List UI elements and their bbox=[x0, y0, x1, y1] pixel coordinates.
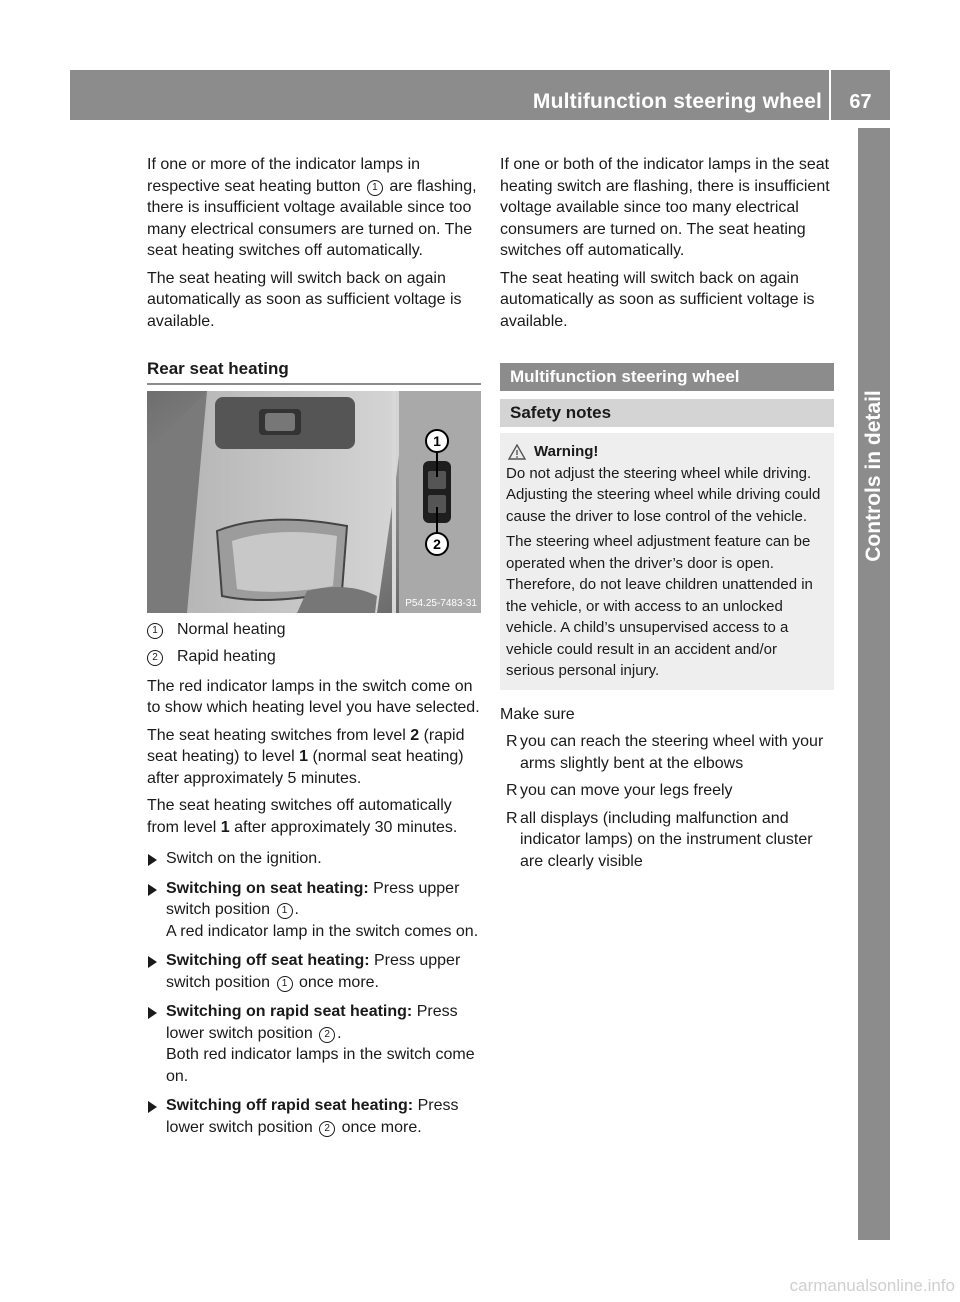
warning-box bbox=[500, 433, 834, 690]
paragraph: If one or both of the indicator lamps in the seat heating switch are flashing, there is insufficient voltage available since too many electrical consumers are turned on. The seat heating switches off automatically. bbox=[500, 156, 830, 259]
figure-code: P54.25-7483-31 bbox=[405, 597, 477, 609]
instruction-step: Switch on the ignition. bbox=[147, 848, 481, 870]
paragraph: The red indicator lamps in the switch come on to show which heating level you have selected. bbox=[147, 677, 480, 716]
left-column bbox=[147, 154, 481, 1146]
paragraph: The seat heating switches from level 2 (rapid seat heating) to level 1 (normal seat heating) after approximately 5 minutes. bbox=[147, 726, 465, 787]
side-tab bbox=[858, 128, 890, 1240]
warning-title: Warning! bbox=[506, 441, 828, 463]
paragraph: Make sure bbox=[500, 705, 575, 723]
instruction-step: Switching off seat heating: Press upper switch position 1 once more. bbox=[147, 950, 481, 993]
list-item: R all displays (including malfunction and indicator lamps) on the instrument cluster are clearly visible bbox=[506, 809, 813, 870]
page-number: 67 bbox=[849, 91, 872, 113]
warning-triangle-icon bbox=[508, 444, 526, 460]
rear-seat-heating-switch-photo bbox=[147, 391, 481, 613]
watermark: carmanualsonline.info bbox=[789, 1276, 955, 1295]
paragraph: If one or more of the indicator lamps in respective seat heating button 1 are flashing, there is insufficient voltage available since too many electrical consumers are turned on. The seat heating switches off automatically. bbox=[147, 156, 477, 259]
legend-item: 2 Rapid heating bbox=[147, 646, 481, 668]
figure-callout-2-label: 2 bbox=[433, 535, 441, 552]
step-arrow-icon bbox=[148, 1101, 157, 1113]
instruction-step: Switching on seat heating: Press upper switch position 1 . A red indicator lamp in the switch comes on. bbox=[147, 878, 481, 943]
list-item: R you can reach the steering wheel with your arms slightly bent at the elbows bbox=[506, 733, 824, 772]
callout-number: 1 bbox=[367, 180, 383, 196]
paragraph: The seat heating will switch back on again automatically as soon as sufficient voltage is available. bbox=[147, 269, 462, 330]
warning-text: Do not adjust the steering wheel while driving. Adjusting the steering wheel while driving could cause the driver to lose control of the vehicle. bbox=[506, 464, 821, 525]
figure-callout-1-label: 1 bbox=[433, 432, 441, 449]
step-arrow-icon bbox=[148, 884, 157, 896]
right-column bbox=[500, 154, 834, 872]
warning-text: The steering wheel adjustment feature can be operated when the driver’s door is open. Therefore, do not leave children unattended in the vehicle, or with access to an unlocked vehicle. A child’s unsupervised access to a vehicle could result in an accident and/or serious personal injury. bbox=[506, 533, 813, 679]
section-heading: Multifunction steering wheel bbox=[500, 363, 834, 391]
instruction-step: Switching on rapid seat heating: Press lower switch position 2 . Both red indicator lamps in the switch come on. bbox=[147, 1001, 481, 1087]
list-item: R you can move your legs freely bbox=[506, 782, 733, 799]
step-arrow-icon bbox=[148, 854, 157, 866]
paragraph: The seat heating will switch back on again automatically as soon as sufficient voltage is available. bbox=[500, 269, 815, 330]
page-title: Multifunction steering wheel bbox=[532, 90, 822, 113]
section-heading: Rear seat heating bbox=[147, 358, 481, 385]
paragraph: The seat heating switches off automatically from level 1 after approximately 30 minutes. bbox=[147, 797, 458, 836]
subsection-heading: Safety notes bbox=[500, 399, 834, 427]
step-arrow-icon bbox=[148, 956, 157, 968]
legend-item: 1 Normal heating bbox=[147, 619, 481, 641]
instruction-step: Switching off rapid seat heating: Press lower switch position 2 once more. bbox=[147, 1095, 481, 1138]
step-arrow-icon bbox=[148, 1007, 157, 1019]
side-tab-label: Controls in detail bbox=[862, 390, 885, 562]
